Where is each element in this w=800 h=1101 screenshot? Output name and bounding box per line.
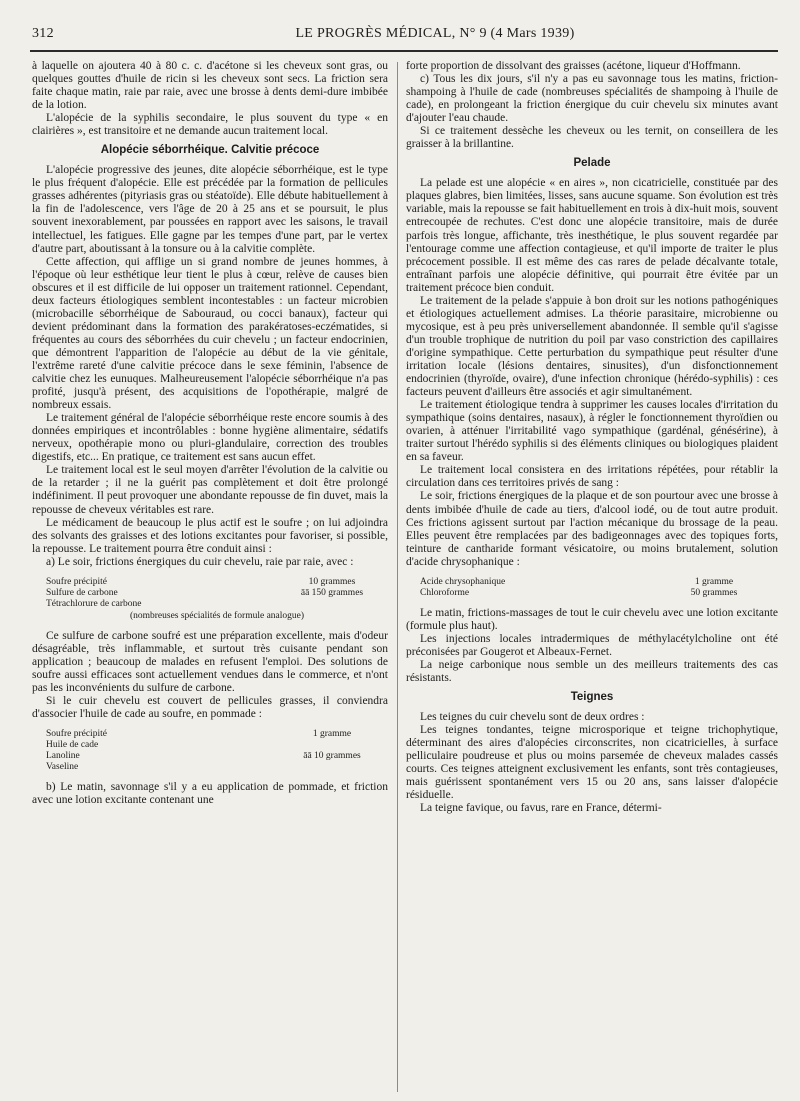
ingredient: Sulfure de carbone [46, 587, 118, 598]
quantity: āā 10 grammes [303, 751, 361, 762]
ingredient: Huile de cade [46, 740, 99, 751]
paragraph: Les injections locales intradermiques de méthylacétylcholine ont été préconisées par Gougerot et Albeaux-Fernet. [406, 632, 778, 658]
left-column [32, 60, 388, 1100]
column-divider [397, 62, 398, 1092]
paragraph: a) Le soir, frictions énergiques du cuir chevelu, raie par raie, avec : [46, 555, 354, 568]
paragraph: La teigne favique, ou favus, rare en France, détermi- [420, 802, 662, 815]
formula-row [46, 729, 388, 740]
formula-table [46, 577, 388, 622]
formula-table [420, 577, 778, 599]
paragraph: à laquelle on ajoutera 40 à 80 c. c. d'acétone si les cheveux sont gras, ou quelques gouttes d'huile de ricin si les cheveux sont secs. La friction sera faite chaque matin, raie par raie, avec une brosse à dents demi-dure imbibée de la lotion. [32, 60, 388, 112]
formula-row [420, 588, 778, 599]
paragraph: Le matin, frictions-massages de tout le cuir chevelu avec une lotion excitante (formule plus haut). [406, 606, 778, 632]
paragraph: Le traitement local est le seul moyen d'arrêter l'évolution de la calvitie ou de la retarder ; il ne la guérit pas complètement et doit être prolongé indéfiniment. Il peut provoquer une abondante repousse de fin duvet, mais la repousse de cheveux véritables est rare. [32, 464, 388, 516]
paragraph: b) Le matin, savonnage s'il y a eu application de pommade, et friction avec une lotion excitante contenant une [32, 781, 388, 807]
quantity [276, 740, 388, 751]
ingredient: Acide chrysophanique [420, 576, 506, 587]
quantity [276, 762, 388, 773]
paragraph: c) Tous les dix jours, s'il n'y a pas eu savonnage tous les matins, friction-shampoing à l'huile de cade (nombreuses spécialités de shampoing à l'huile de cade), en prolongeant la friction énergique du cuir chevelu six minutes avant d'ajouter l'eau chaude. [406, 73, 778, 125]
paragraph: Si ce traitement dessèche les cheveux ou les ternit, on conseillera de les graisser à la brillantine. [406, 125, 778, 151]
paragraph: La pelade est une alopécie « en aires », non cicatricielle, constituée par des plaques glabres, bien limitées, lisses, sans aucune squame. Son évolution est très variable, mais la repousse se fait habituellement en trois à dix-huit mois, souvent entrecoupée de rechutes. C'est donc une alopécie transitoire, mais de durée parfois très longue, affichante, très inesthétique, le plus souvent regardée par l'entourage comme une affection contagieuse, et qu'il importe de traiter le plus précocement possible. Il est même des cas rares de pelade décalvante totale, entraînant parfois une alopécie définitive, qui pourrait être évitée par un traitement précoce bien conduit. [406, 177, 778, 294]
paragraph: forte proportion de dissolvant des graisses (acétone, liqueur d'Hoffmann. [406, 60, 741, 72]
paragraph: Les teignes du cuir chevelu sont de deux ordres : [420, 711, 645, 724]
ingredient: Soufre précipité [46, 576, 107, 587]
formula-row [46, 762, 388, 773]
formula-row [46, 588, 388, 599]
section-heading: Teignes [570, 691, 614, 704]
section-heading: Pelade [573, 157, 611, 170]
journal-title: LE PROGRÈS MÉDICAL, N° 9 (4 Mars 1939) [295, 26, 575, 41]
ingredient: Chloroforme [420, 587, 470, 598]
formula-row [46, 577, 388, 588]
paragraph: L'alopécie progressive des jeunes, dite alopécie séborrhéique, est le type le plus fréquent d'alopécie. Elle est précédée par la formation de pellicules grasses adhérentes (pityriasis gras ou stéatoïde). Elle débute habituellement à la fin de l'adolescence, vers l'âge de 20 à 25 ans et se poursuit, le plus souvent inexorablement, par poussées en rapport avec les saisons, le travail intellectuel, les fatigues. Elle gagne par les tempes d'une part, par le vertex d'autre part, aboutissant à la tonsure ou à la calvitie complète. [32, 164, 388, 255]
page-number: 312 [32, 26, 54, 41]
paragraph: Les teignes tondantes, teigne microsporique et teigne trichophytique, déterminant des aires d'alopécies circonscrites, non cicatricielles, à surface pelliculaire poudreuse et plus ou moins parsemée de cheveux malades cassés courts. Ces teignes atteignent exclusivement les enfants, sont très contagieuses, mais guérissent spontanément vers 15 ou 20 ans, sans laisser d'alopécie résiduelle. [406, 724, 778, 802]
quantity: 50 grammes [690, 587, 738, 598]
formula-note: (nombreuses spécialités de formule analogue) [129, 610, 305, 621]
paragraph: Le médicament de beaucoup le plus actif est le soufre ; on lui adjoindra des solvants des graisses et des lotions excitantes pour favoriser, si possible, la repousse. Le traitement pourra être conduit ainsi : [32, 516, 388, 555]
running-header [32, 26, 778, 48]
section-heading: Alopécie séborrhéique. Calvitie précoce [100, 144, 320, 157]
paragraph: Le traitement général de l'alopécie séborrhéique reste encore soumis à des données empiriques et incontrôlables : bonne hygiène alimentaire, sédatifs nerveux, opothérapie mono ou pluri-glandulaire, correction des troubles digestifs, etc... En pratique, ce traitement est sans aucun effet. [32, 412, 388, 464]
formula-row [46, 740, 388, 751]
paragraph: Cette affection, qui afflige un si grand nombre de jeunes hommes, à l'époque où leur esthétique leur tient le plus à cœur, relève de causes bien obscures et il est difficile de lui opposer un traitement rationnel. Cependant, deux facteurs étiologiques semblent incontestables : un facteur microbien (microbacille séborrhéique de Sabouraud, ou cocci banaux), facteur qui devient prédominant dans la formation des parakératoses-eczématides, si fréquentes au cours des séborrhées du cuir chevelu ; un facteur endocrinien, que démontrent l'apparition de l'alopécie au début de la vie génitale, l'extrême rareté d'une calvitie précoce dans le sexe féminin, l'absence de calvitie chez les eunuques. Malheureusement l'alopécie séborrhéique n'a pas profité, jusqu'à présent, des acquisitions de l'opothérapie, malgré de nombreux essais. [32, 255, 388, 412]
paragraph: Ce sulfure de carbone soufré est une préparation excellente, mais d'odeur désagréable, très inflammable, et surtout très cuisante pendant son application ; beaucoup de malades en refusent l'emploi. Des solutions de soufre aussi efficaces sont actuellement vendues dans le commerce, et n'ont pas les inconvénients du sulfure de carbone. [32, 629, 388, 694]
quantity [276, 599, 388, 610]
quantity: 1 gramme [312, 729, 352, 740]
paragraph: L'alopécie de la syphilis secondaire, le plus souvent du type « en clairières », est transitoire et ne demande aucun traitement local. [32, 112, 388, 138]
ingredient: Lanoline [46, 751, 80, 762]
paragraph: Si le cuir chevelu est couvert de pellicules grasses, il conviendra d'associer l'huile de cade au soufre, en pommade : [32, 694, 388, 721]
formula-row [420, 577, 778, 588]
header-rule [30, 50, 778, 52]
formula-table [46, 729, 388, 773]
paragraph: La neige carbonique nous semble un des meilleurs traitements des cas résistants. [406, 658, 778, 684]
paragraph: Le soir, frictions énergiques de la plaque et de son pourtour avec une brosse à dents imbibée d'huile de cade au tiers, d'alcool iodé, ou de tout autre produit. Ces frictions agissent surtout par l'action mécanique du brossage de la peau. Elles peuvent être remplacées par des badigeonnages avec des topiques forts, teinture de cantharide formant vésicatoire, ou moins brutalement, solution d'acide chrysophanique : [406, 490, 778, 568]
quantity: āā 150 grammes [300, 587, 364, 598]
paragraph: Le traitement étiologique tendra à supprimer les causes locales d'irritation du sympathique (soins dentaires, nasaux), à régler le fonctionnement thyroïdien ou ovarien, à atténuer l'irritabilité vago sympathique (gardénal, génésérine), à traiter surtout l'hérédo syphilis si des éléments cliniques ou biologiques plaident en sa faveur. [406, 399, 778, 464]
paragraph: Le traitement local consistera en des irritations répétées, pour rétablir la circulation dans ces territoires privés de sang : [406, 464, 778, 490]
formula-row [46, 751, 388, 762]
quantity: 10 grammes [308, 576, 356, 587]
ingredient: Soufre précipité [46, 729, 107, 740]
paragraph: Le traitement de la pelade s'appuie à bon droit sur les notions pathogéniques et étiologiques actuellement admises. La théorie parasitaire, microbienne ou mycosique, est à peu près universellement abandonnée. Il semble qu'il s'agisse d'un trouble trophique de nutrition du poil par vaso constriction des capillaires d'origine sympathique. Cette perturbation du sympathique peut résulter d'une irritation locale (lésions dentaires, sinusites), d'un disfonctionnement endocrinien (thyroïde, ovaire), d'une infection chronique (hérédo-syphilis) : ces facteurs peuvent d'ailleurs être associés et agir simultanément. [406, 294, 778, 399]
quantity: 1 gramme [694, 576, 734, 587]
ingredient: Vaseline [46, 762, 79, 773]
formula-row [46, 599, 388, 610]
ingredient: Tétrachlorure de carbone [46, 598, 142, 609]
right-column [406, 60, 778, 1100]
